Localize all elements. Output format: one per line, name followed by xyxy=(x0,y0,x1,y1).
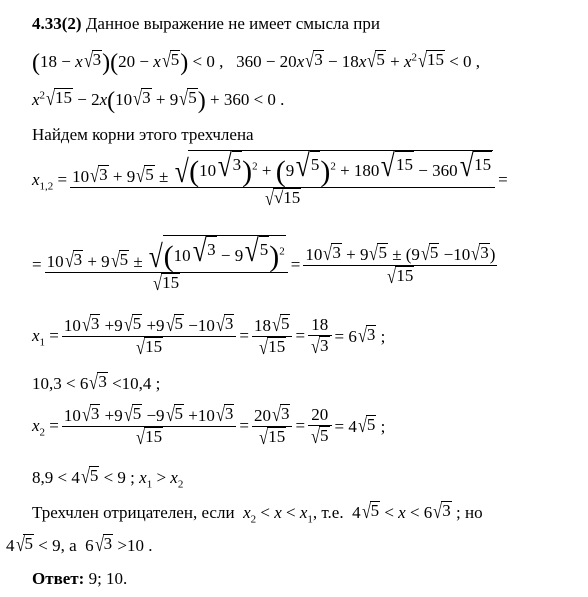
answer-value: 9; 10. xyxy=(88,569,128,588)
x12-fraction: 10 √ 3 + 9 √ 5 ± √ (10 √ 3 )$^2$ + (9 √ 5 )$^2$ + 180 √ 15 − 360 √ 15 √ √15 xyxy=(70,150,495,210)
inequality-line-2: (18 − x √ 3 )(20 − x √ 5 ) < 0 , 360 − 20x √ 3 − 18x √ 5 + $x^2$ √ 15 < 0 , xyxy=(32,50,481,77)
problem-header xyxy=(32,14,380,34)
conclusion-line-1: Трехчлен отрицателен, если $x_2 < x < x_1$, т.е. 4 √ 5 < x < 6 √ 3 ; но xyxy=(32,501,483,526)
x12-label: $x_{1,2}$ xyxy=(32,170,54,193)
estimate-x1: 10,3 < 6 √ 3 <10,4 ; xyxy=(32,372,161,394)
conclusion-line-2: 4 √ 5 < 9, а 6 √ 3 >10 . xyxy=(6,534,153,556)
x2-line: $x_2$ = 10 √ 3 +9 √ 5 −9 √ 5 +10 √ 3 √ 15 = 20 √ 3 √ 15 = 20 √ 5 = 4 √ 5 ; xyxy=(32,403,386,449)
roots-heading: Найдем корни этого трехчлена xyxy=(32,125,254,144)
problem-statement: Данное выражение не имеет смысла при xyxy=(85,14,380,33)
inequality-line-3: $x^2$ √ 15 − 2x(10 √ 3 + 9 √ 5 ) + 360 < 0 . xyxy=(32,88,285,115)
x12-formula: $x_{1,2}$ = 10 √ 3 + 9 √ 5 ± √ (10 √ 3 )$^2$ + (9 √ 5 )$^2$ + 180 √ 15 − 360 √ 15 √ √15 = xyxy=(32,147,508,210)
x1-line: $x_1$ = 10 √ 3 +9 √ 5 +9 √ 5 −10 √ 3 √ 15 = 18 √ 5 √ 15 = 18 √ 3 = 6 √ 3 ; xyxy=(32,313,386,359)
problem-number: 4.33(2) xyxy=(32,14,82,33)
answer-label: Ответ: xyxy=(32,569,85,588)
answer xyxy=(32,569,127,589)
estimate-x2: 8,9 < 4 √ 5 < 9 ; $x_1 > x_2$ xyxy=(32,466,184,491)
x12-simplified: = 10 √ 3 + 9 √ 5 ± √ (10 √ 3 − 9 √ 5 )$^2$ √ 15 = 10 √ 3 + 9 √ 5 ± (9 √ 5 −10 √ 3 ) √ 15 xyxy=(32,232,496,295)
